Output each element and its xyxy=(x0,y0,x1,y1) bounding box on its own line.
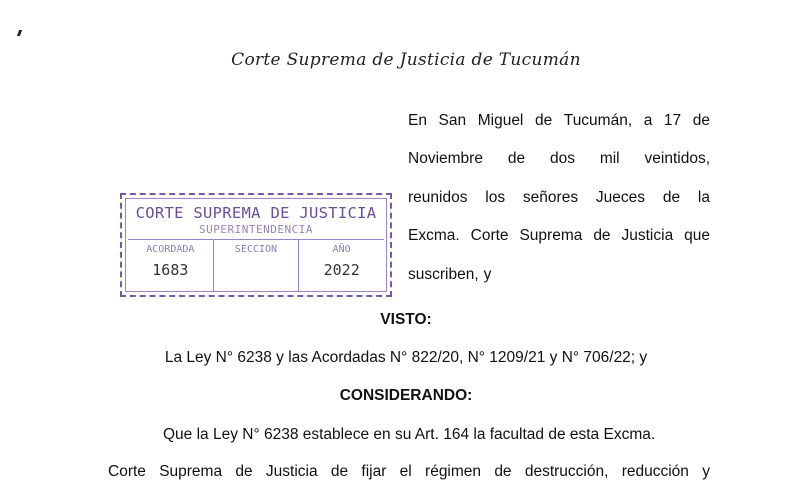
word: 17 xyxy=(663,112,682,129)
intro-line xyxy=(408,225,710,263)
considerando-line: Que la Ley N° 6238 establece en su Art. 164 la facultad de esta Excma. xyxy=(163,426,656,443)
visto-heading: VISTO: xyxy=(380,311,432,328)
intro-line xyxy=(408,148,710,186)
word: Tucumán, xyxy=(563,112,633,129)
word: suscriben, xyxy=(408,265,479,283)
word: y xyxy=(702,463,710,480)
considerando-line xyxy=(108,463,710,481)
word: Jueces xyxy=(595,188,646,206)
intro-line xyxy=(408,187,710,225)
stamp-acordada-value: 1683 xyxy=(152,261,189,279)
scan-mark xyxy=(17,30,22,36)
word: régimen xyxy=(425,463,482,480)
stamp-title: CORTE SUPREMA DE JUSTICIA xyxy=(135,204,377,222)
word: En xyxy=(408,112,427,129)
word: de xyxy=(235,463,253,480)
word: Excma. xyxy=(408,227,460,245)
word: Justicia xyxy=(621,227,674,245)
word: la xyxy=(697,188,710,206)
word: Justicia xyxy=(265,463,318,480)
word: de xyxy=(494,463,512,480)
word: Suprema xyxy=(519,227,583,245)
word: San xyxy=(438,112,467,129)
word: de xyxy=(534,112,553,129)
letterhead: Corte Suprema de Justicia de Tucumán xyxy=(231,50,581,70)
word: mil xyxy=(599,150,620,168)
word: Miguel xyxy=(477,112,524,129)
acordada-stamp xyxy=(120,193,392,297)
stamp-anio-value: 2022 xyxy=(323,261,360,279)
stamp-seccion-cell xyxy=(214,240,300,292)
word: Corte xyxy=(470,227,509,245)
word: los xyxy=(485,188,506,206)
word: el xyxy=(399,463,412,480)
word: destrucción, xyxy=(524,463,609,480)
word: de xyxy=(662,188,681,206)
word: Suprema xyxy=(159,463,223,480)
stamp-acordada-cell xyxy=(128,240,214,292)
word: señores xyxy=(522,188,579,206)
word: a xyxy=(643,112,653,129)
word: que xyxy=(684,227,710,245)
intro-line xyxy=(408,110,710,148)
stamp-seccion-label: SECCION xyxy=(234,244,278,255)
word: de xyxy=(692,112,710,129)
word: de xyxy=(593,227,611,245)
word: reducción xyxy=(621,463,689,480)
word: reunidos xyxy=(408,188,468,206)
stamp-subtitle: SUPERINTENDENCIA xyxy=(199,223,313,236)
stamp-anio-label: AÑO xyxy=(332,244,351,255)
word: dos xyxy=(549,150,575,168)
word: y xyxy=(483,265,492,283)
word: Noviembre xyxy=(408,150,483,168)
visto-text: La Ley N° 6238 y las Acordadas N° 822/20, N° 1209/21 y N° 706/22; y xyxy=(164,349,648,366)
word: veintidos, xyxy=(644,150,710,168)
considerando-heading: CONSIDERANDO: xyxy=(339,387,473,404)
stamp-anio-cell xyxy=(299,240,384,292)
stamp-acordada-label: ACORDADA xyxy=(146,244,195,255)
word: de xyxy=(330,463,349,480)
word: fijar xyxy=(361,463,387,480)
word: Corte xyxy=(108,463,146,480)
word: de xyxy=(507,150,526,168)
stamp-fields xyxy=(128,239,384,292)
intro-line xyxy=(408,264,710,302)
intro-paragraph xyxy=(408,110,710,302)
